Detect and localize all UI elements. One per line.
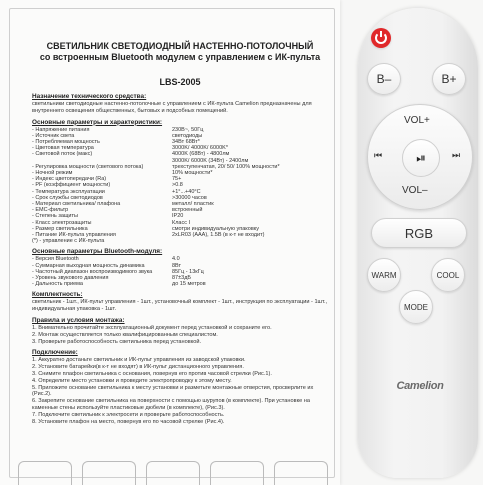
brand-logo: Camelion [396,380,444,392]
spec-key: - Питание ИК-пульта управления [32,232,116,239]
warm-button[interactable]: WARM [367,258,401,292]
spec-key: - Индекс цветопередачи (Ra) [32,176,107,183]
spec-value: металл/ пластик [172,201,214,208]
volume-dpad [367,104,473,210]
spec-value: >0.8 [172,182,183,189]
spec-value: 8Вт [172,262,182,269]
kit-text: светильник - 1шт., ИК-пульт управления - 1шт., установочный комплект - 1шт., инструкция по эксплуатации - 1шт., индивидуальная упаковка - 1шт. [32,299,328,313]
spec-value: встроенный [172,207,203,214]
spec-key: - Материал светильника/ плафона [32,201,121,208]
spec-key: - Световой поток (макс) [32,151,93,158]
spec-value: 2xLR03 (AAA), 1.5В (в к-т не входит) [172,232,265,239]
power-button[interactable] [371,28,391,48]
purpose-text: светильники светодиодные настенно-потолочные с управлением с ИК-пульта Camelion предназначены для внутреннего освещения общественных, бытовых и подсобных помещений. [32,101,312,114]
spec-value: 10% мощности* [172,170,213,177]
list-item: 2. Монтаж осуществляется только квалифицированным специалистом. [32,331,218,338]
kit-heading: Комплектность: [32,291,83,299]
spec-value: +1°...+40°C [172,188,201,195]
spec-value: 75+ [172,176,182,183]
spec-key: - Ночной режим [32,170,73,177]
spec-value: 230В~, 50Гц [172,126,204,133]
rules-list [32,325,328,345]
spec-key: - Напряжение питания [32,126,90,133]
spec-value: 34Вт 68Вт* [172,139,200,145]
leaflet-frame [9,8,335,478]
list-item: 1. Внимательно прочитайте эксплуатационный документ перед установкой и сохраните его. [32,325,272,332]
spec-key: - Суммарная выходная мощность динамика [32,262,145,269]
spec-key: - Источник света [32,132,75,139]
spec-key: - Частотный диапазон воспроизводимого звука [32,268,153,275]
next-track-icon[interactable]: ⏭ [452,150,461,160]
spec-value: трехступенчатая, 20/ 50/ 100% мощности* [172,163,280,170]
rgb-button[interactable]: RGB [371,218,467,248]
spec-value: 3000K/ 4000K/ 6000K* [172,145,228,152]
play-pause-button[interactable] [402,139,440,177]
specs-list [32,127,328,245]
spec-key: - Версия Bluetooth [32,256,79,263]
volume-down-button[interactable]: VOL– [402,185,428,196]
spec-value: IP20 [172,213,184,220]
spec-key: - Температура эксплуатации [32,188,105,195]
spec-value: >30000 часов [172,194,207,201]
list-item: 5. Приложите основание светильника к месту установки и разметьте монтажные отверстия, просверлите их (Рис.2). [32,384,314,398]
spec-value: 3000K/ 6000K (34Вт) - 2400лм [172,157,249,164]
spec-key: (*) - управление с ИК-пульта [32,238,105,245]
spec-key: - Цветовая температура [32,145,94,152]
spec-value: 4000K (68Вт) - 4800лм [172,151,230,158]
figure-2 [82,461,136,485]
rules-heading: Правила и условия монтажа: [32,317,125,325]
list-item: 1. Аккуратно достаньте светильник и ИК-пульт управления из заводской упаковки. [32,357,246,364]
spec-key: - Уровень звукового давления [32,275,109,282]
figure-5 [274,461,328,485]
spec-key: - PF (коэффициент мощности) [32,182,111,189]
purpose-heading: Назначение технического средства: [32,93,147,100]
spec-key: - Размер светильника [32,225,88,232]
list-item: 3. Проверьте работоспособность светильника перед установкой. [32,338,202,345]
model-number: LBS-2005 [159,77,201,87]
figure-1 [18,461,72,485]
figure-strip [18,461,328,485]
list-item: 8. Установите плафон на место, повернув его по часовой стрелке (Рис.4). [32,418,225,425]
spec-key: - Степень защиты [32,213,78,220]
cool-button[interactable]: COOL [431,258,465,292]
list-item: 4. Определите место установки и проведите электропроводку к этому месту. [32,377,232,384]
spec-value: 4.0 [172,256,180,263]
list-item: 7. Подключите светильник к электросети и проверьте работоспособность. [32,411,225,418]
spec-key: - Потребляемая мощность [32,139,100,145]
specs-heading: Основные параметры и характеристики: [32,118,163,126]
bt-specs-heading: Основные параметры Bluetooth-модуля: [32,248,163,256]
play-pause-icon: ⏯ [416,150,426,165]
ir-remote [358,8,478,478]
spec-key: - Дальность приема [32,281,83,288]
spec-key: - EMC-фильтр [32,207,69,214]
spec-value: светодиоды [172,132,203,139]
spec-value: 85Гц - 13кГц [172,268,204,275]
spec-value: 87±3дБ [172,275,192,282]
spec-value: Класс I [172,219,191,226]
brightness-down-button[interactable]: B– [367,63,401,95]
brightness-up-button[interactable]: B+ [432,63,466,95]
leaflet-subtitle: со встроенным Bluetooth модулем с управлением с ИК-пульта [39,52,321,62]
connection-heading: Подключение: [32,349,78,357]
figure-3 [146,461,200,485]
spec-key: - Класс электрозащиты [32,219,92,226]
connection-list [32,357,328,425]
spec-value [172,238,328,244]
spec-key: - Срок службы светодиодов [32,194,103,201]
leaflet-title: СВЕТИЛЬНИК СВЕТОДИОДНЫЙ НАСТЕННО-ПОТОЛОЧНЫЙ [46,41,314,51]
list-item: 6. Закрепите основание светильника на поверхности с помощью шурупов (в комплекте). При установке на каменные стены используйте пластиковые дюбели (в комплекте), (Рис.3). [32,398,310,412]
spec-row [32,238,328,244]
list-item: 3. Снимите плафон светильника с основания, повернув его против часовой стрелки (Рис.1). [32,371,272,378]
spec-key: - Регулировка мощности (светового потока) [32,163,144,170]
volume-up-button[interactable]: VOL+ [404,115,430,126]
spec-row [32,281,328,287]
bt-specs-list [32,256,328,287]
previous-track-icon[interactable]: ⏮ [374,150,383,160]
mode-button[interactable]: MODE [399,290,433,324]
power-icon [375,32,387,44]
list-item: 2. Установите батарейки(в к-т не входят) в ИК-пульт дистанционного управления. [32,364,244,371]
figure-4 [210,461,264,485]
spec-value: смотри индивидуальную упаковку [172,225,259,232]
spec-value: до 15 метров [172,281,206,288]
